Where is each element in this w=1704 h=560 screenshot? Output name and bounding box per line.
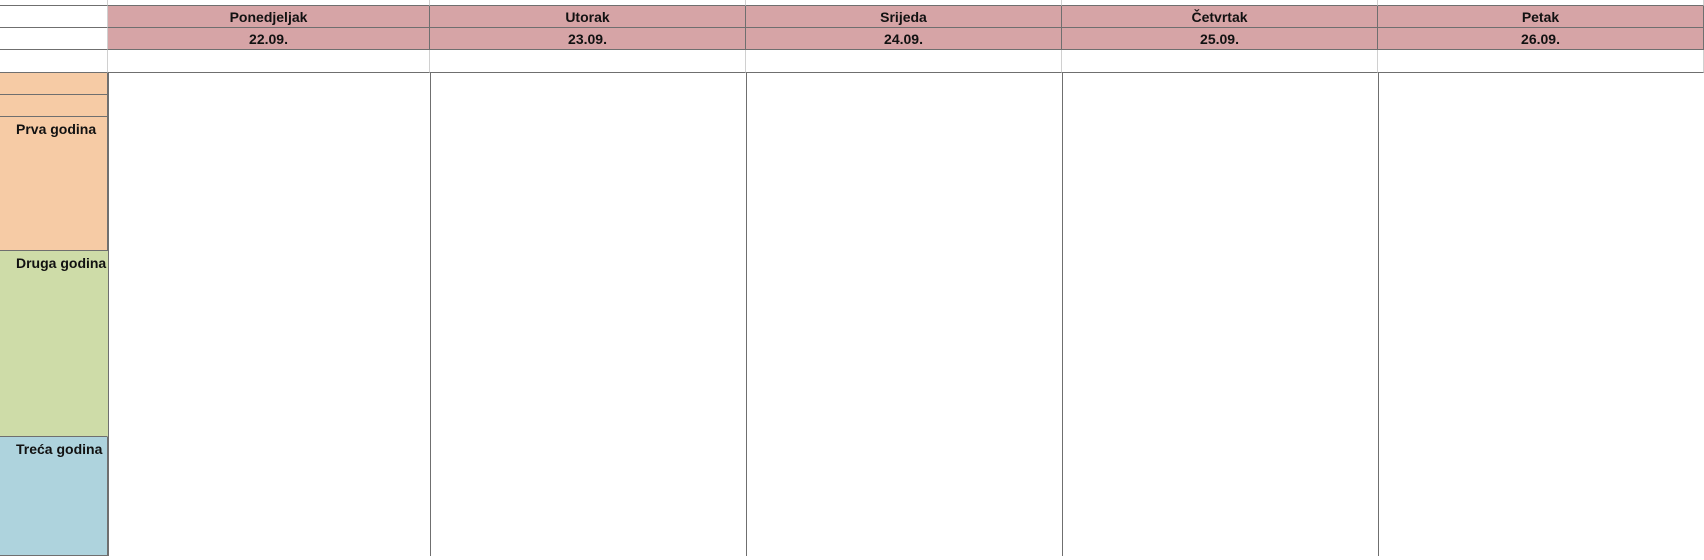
y1.uto.1 bbox=[430, 95, 431, 117]
null bbox=[108, 413, 109, 437]
y1.uto.6 bbox=[430, 228, 431, 251]
null bbox=[1378, 510, 1379, 532]
day-name-pon[interactable]: Ponedjeljak bbox=[108, 6, 430, 28]
y3.pet.0 bbox=[1378, 437, 1379, 460]
day-date-pon[interactable]: 22.09. bbox=[108, 28, 430, 50]
null bbox=[1378, 532, 1379, 556]
y1.pet.1 bbox=[1378, 95, 1379, 117]
year-label-second[interactable]: Druga godina bbox=[0, 251, 108, 437]
y3.cet.2 bbox=[1062, 485, 1063, 510]
null bbox=[1378, 485, 1379, 510]
header-spacer[interactable] bbox=[1062, 50, 1378, 73]
null bbox=[1062, 389, 1063, 413]
y1.uto.4 bbox=[430, 184, 431, 207]
y2.pon.0 bbox=[108, 251, 109, 274]
y2.cet.1 bbox=[1062, 274, 1063, 296]
y1.pet.0 bbox=[1378, 73, 1379, 95]
y1.sri.4 bbox=[746, 161, 747, 207]
null bbox=[1062, 532, 1063, 556]
null bbox=[108, 228, 109, 251]
y2.uto.5 bbox=[430, 367, 431, 389]
null bbox=[1378, 413, 1379, 437]
y3.cet.1 bbox=[1062, 460, 1063, 485]
y2.pon.3 bbox=[108, 320, 109, 413]
y3.pon.0 bbox=[108, 437, 109, 460]
y3.sri.1 bbox=[746, 460, 747, 485]
day-date-pet[interactable]: 26.09. bbox=[1378, 28, 1704, 50]
y3.uto.3 bbox=[430, 510, 431, 532]
header-spacer[interactable] bbox=[746, 50, 1062, 73]
y1.cet.1 bbox=[1062, 95, 1063, 117]
day-name-cet[interactable]: Četvrtak bbox=[1062, 6, 1378, 28]
null bbox=[430, 413, 431, 437]
y2.sri.0 bbox=[746, 251, 747, 274]
corner-cell[interactable] bbox=[0, 6, 108, 28]
y1.pon.1 bbox=[108, 95, 109, 117]
y2.sri.2 bbox=[746, 296, 747, 320]
null bbox=[108, 184, 109, 228]
y2.pet.4 bbox=[1378, 343, 1379, 367]
y2.pon.1 bbox=[108, 274, 109, 296]
y1.cet.4 bbox=[1062, 161, 1063, 207]
y3.pon.3 bbox=[108, 510, 109, 532]
y1.pon.0 bbox=[108, 73, 109, 95]
y2.uto.3 bbox=[430, 320, 431, 343]
y3.pon.2 bbox=[108, 485, 109, 510]
y3.cet.3 bbox=[1062, 510, 1063, 532]
null bbox=[1378, 117, 1379, 161]
y1.sri.2 bbox=[746, 117, 747, 139]
day-name-uto[interactable]: Utorak bbox=[430, 6, 746, 28]
y1.cet.3 bbox=[1062, 139, 1063, 161]
y1.sri.0 bbox=[746, 73, 747, 95]
y2.pet.5 bbox=[1378, 367, 1379, 389]
y2.cet.2 bbox=[1062, 296, 1063, 320]
day-date-cet[interactable]: 25.09. bbox=[1062, 28, 1378, 50]
y1.uto.5 bbox=[430, 207, 431, 228]
y1.uto.2 bbox=[430, 117, 431, 139]
null bbox=[108, 532, 109, 556]
null bbox=[108, 161, 109, 184]
y2.uto.4 bbox=[430, 343, 431, 367]
y2.uto.1 bbox=[430, 274, 431, 296]
corner-cell[interactable] bbox=[0, 28, 108, 50]
null bbox=[1378, 228, 1379, 251]
null bbox=[1062, 343, 1063, 389]
y2.pet.1 bbox=[1378, 274, 1379, 296]
y2.sri.1 bbox=[746, 274, 747, 296]
y2.uto.6 bbox=[430, 389, 431, 413]
y1.pon.2 bbox=[108, 117, 109, 139]
y2.pet.2 bbox=[1378, 296, 1379, 320]
year-label-first[interactable]: Prva godina bbox=[0, 117, 108, 251]
y1.pon.3 bbox=[108, 139, 109, 161]
y1.uto.3 bbox=[430, 139, 431, 161]
day-date-sri[interactable]: 24.09. bbox=[746, 28, 1062, 50]
y2.uto.2 bbox=[430, 296, 431, 320]
day-name-pet[interactable]: Petak bbox=[1378, 6, 1704, 28]
header-spacer[interactable] bbox=[108, 50, 430, 73]
null bbox=[1062, 228, 1063, 251]
null bbox=[430, 161, 431, 184]
y3.sri.3 bbox=[746, 510, 747, 532]
null bbox=[1378, 161, 1379, 228]
y3.uto.1 bbox=[430, 460, 431, 485]
null bbox=[430, 532, 431, 556]
year-label-third[interactable]: Treća godina bbox=[0, 437, 108, 556]
y2.sri.5 bbox=[746, 367, 747, 389]
null bbox=[1062, 413, 1063, 437]
y1.cet.2 bbox=[1062, 117, 1063, 139]
day-name-sri[interactable]: Srijeda bbox=[746, 6, 1062, 28]
y3.sri.4 bbox=[746, 532, 747, 556]
null bbox=[1378, 389, 1379, 413]
y2.uto.0 bbox=[430, 251, 431, 274]
first-year-top-cell[interactable] bbox=[0, 73, 108, 95]
y3.sri.2 bbox=[746, 485, 747, 510]
header-spacer[interactable] bbox=[430, 50, 746, 73]
y2.sri.6 bbox=[746, 389, 747, 413]
y2.cet.0 bbox=[1062, 251, 1063, 274]
y3.uto.2 bbox=[430, 485, 431, 510]
y1.sri.3 bbox=[746, 139, 747, 161]
y2.pet.3 bbox=[1378, 320, 1379, 343]
y2.sri.4 bbox=[746, 343, 747, 367]
y3.pon.1 bbox=[108, 460, 109, 485]
null bbox=[746, 207, 747, 251]
null bbox=[746, 413, 747, 437]
y1.sri.1 bbox=[746, 95, 747, 117]
y3.sri.0 bbox=[746, 437, 747, 460]
y2.cet.3 bbox=[1062, 320, 1063, 343]
y2.pon.2 bbox=[108, 296, 109, 320]
header-spacer[interactable] bbox=[0, 50, 108, 73]
y1.uto.0 bbox=[430, 73, 431, 95]
first-year-cell[interactable] bbox=[0, 95, 108, 117]
y3.cet.0 bbox=[1062, 437, 1063, 460]
y1.cet.0 bbox=[1062, 73, 1063, 95]
y1.cet.5 bbox=[1062, 207, 1063, 228]
header-spacer[interactable] bbox=[1378, 50, 1704, 73]
y3.pet.1 bbox=[1378, 460, 1379, 485]
y2.sri.3 bbox=[746, 320, 747, 343]
day-date-uto[interactable]: 23.09. bbox=[430, 28, 746, 50]
y2.pet.0 bbox=[1378, 251, 1379, 274]
y3.uto.0 bbox=[430, 437, 431, 460]
